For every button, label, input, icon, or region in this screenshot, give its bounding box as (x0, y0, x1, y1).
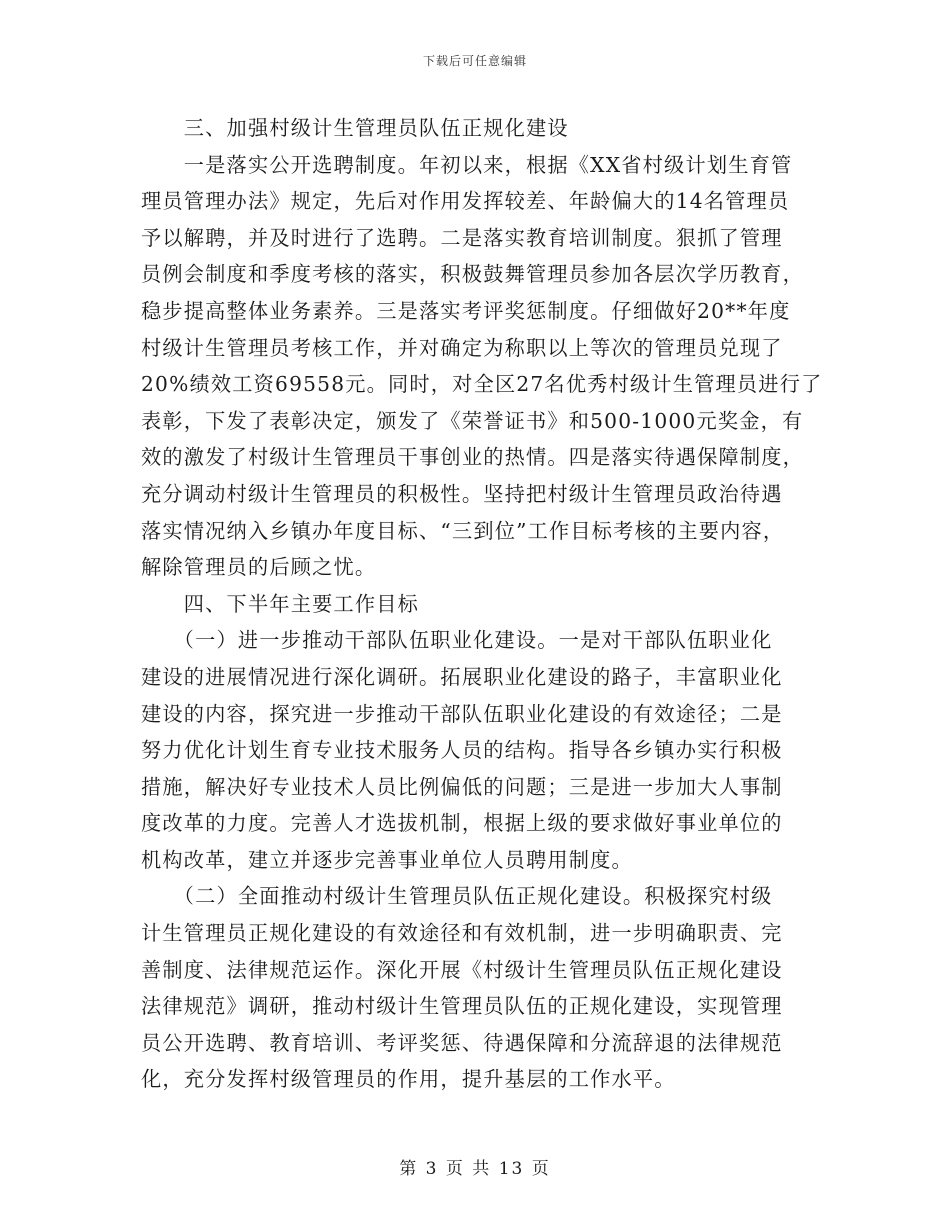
text-line: 三、加强村级计生管理员队伍正规化建设 (141, 116, 569, 140)
text-line: 机构改革，建立并逐步完善事业单位人员聘用制度。 (141, 847, 633, 872)
text-line: 努力优化计划生育专业技术服务人员的结构。指导各乡镇办实行积极 (141, 738, 783, 763)
text-line: 落实情况纳入乡镇办年度目标、“三到位”工作目标考核的主要内容， (141, 518, 785, 543)
text-line: 员例会制度和季度考核的落实，积极鼓舞管理员参加各层次学历教育， (141, 262, 805, 287)
body-text (141, 110, 823, 1098)
text-line: 计生管理员正规化建设的有效途径和有效机制，进一步明确职责、完 (141, 921, 783, 946)
text-line: 法律规范》调研，推动村级计生管理员队伍的正规化建设，实现管理 (141, 994, 783, 1019)
header-note: 下载后可任意编辑 (422, 54, 527, 68)
text-line: 善制度、法律规范运作。深化开展《村级计生管理员队伍正规化建设 (141, 957, 783, 982)
text-line: （二）全面推动村级计生管理员队伍正规化建设。积极探究村级 (141, 884, 773, 909)
text-line: 建设的进展情况进行深化调研。拓展职业化建设的路子，丰富职业化 (141, 664, 783, 689)
text-line: 稳步提高整体业务素养。三是落实考评奖惩制度。仔细做好20**年度 (141, 298, 791, 323)
text-line: 充分调动村级计生管理员的积极性。坚持把村级计生管理员政治待遇 (141, 481, 783, 506)
text-line: 效的激发了村级计生管理员干事创业的热情。四是落实待遇保障制度， (141, 445, 805, 470)
text-line: 予以解聘，并及时进行了选聘。二是落实教育培训制度。狠抓了管理 (141, 225, 783, 250)
text-line: 20%绩效工资69558元。同时，对全区27名优秀村级计生管理员进行了 (141, 372, 823, 397)
text-line: 一是落实公开选聘制度。年初以来，根据《XX省村级计划生育管 (141, 152, 793, 177)
text-line: 措施，解决好专业技术人员比例偏低的问题；三是进一步加大人事制 (141, 774, 783, 799)
text-line: 四、下半年主要工作目标 (141, 591, 420, 616)
text-line: 化，充分发挥村级管理员的作用，提升基层的工作水平。 (141, 1067, 676, 1092)
text-line: 表彰，下发了表彰决定，颁发了《荣誉证书》和500-1000元奖金，有 (141, 408, 804, 433)
text-line: 度改革的力度。完善人才选拔机制，根据上级的要求做好事业单位的 (141, 811, 783, 836)
text-line: 村级计生管理员考核工作，并对确定为称职以上等次的管理员兑现了 (141, 335, 783, 360)
page-number: 第 3 页 共 13 页 (399, 1159, 551, 1179)
text-line: 理员管理办法》规定，先后对作用发挥较差、年龄偏大的14名管理员 (141, 189, 790, 214)
text-line: 员公开选聘、教育培训、考评奖惩、待遇保障和分流辞退的法律规范 (141, 1030, 783, 1055)
text-line: 建设的内容，探究进一步推动干部队伍职业化建设的有效途径；二是 (141, 701, 783, 726)
text-line: 解除管理员的后顾之忧。 (141, 555, 377, 580)
text-line: （一）进一步推动干部队伍职业化建设。一是对干部队伍职业化 (141, 628, 773, 653)
